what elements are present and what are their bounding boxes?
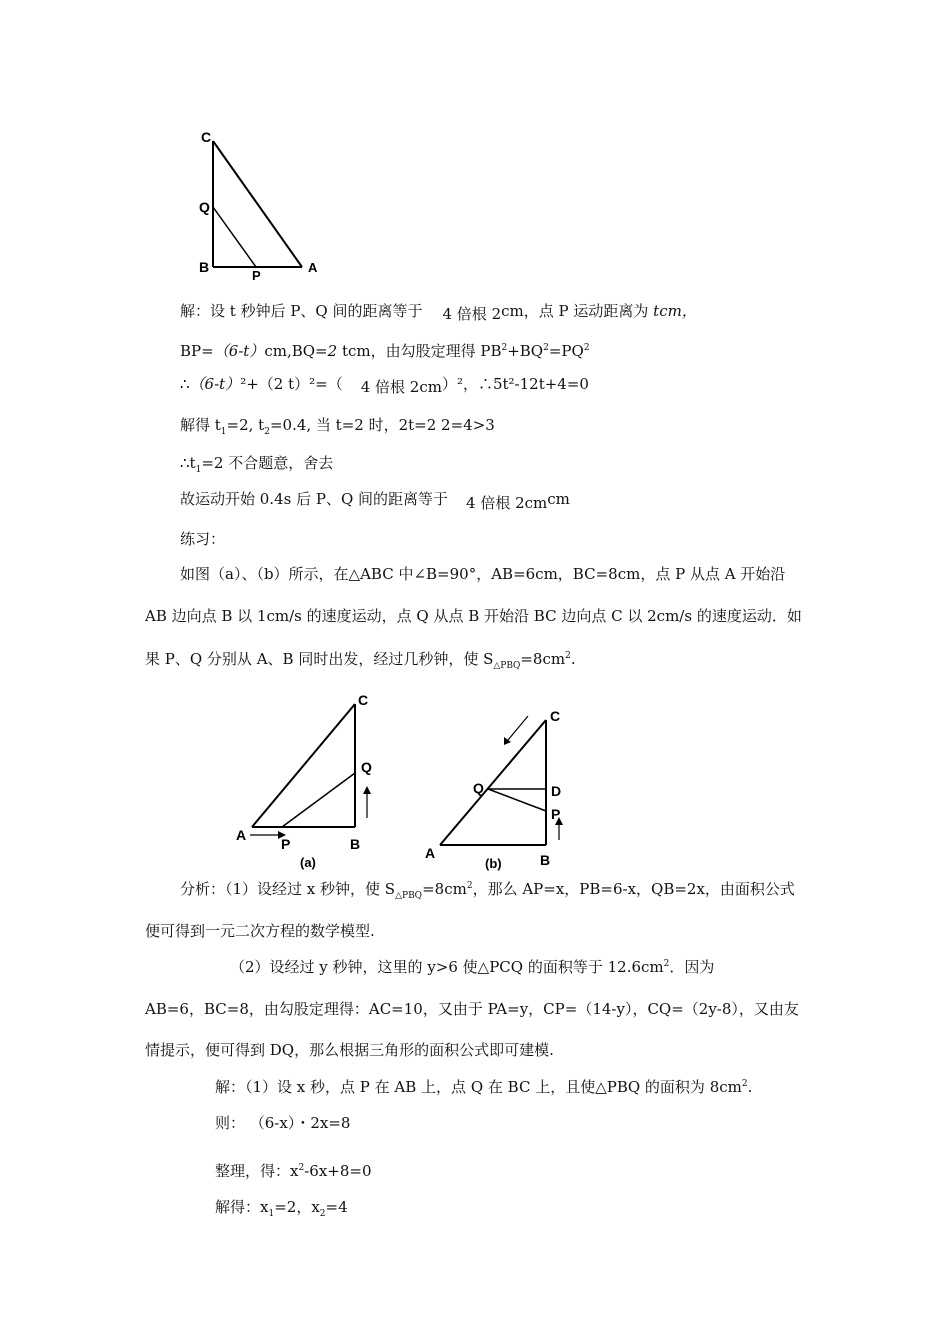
sub: 2 xyxy=(319,1209,326,1219)
solution2-line3 xyxy=(215,1162,372,1180)
text: cm，点 P 运动距离为 xyxy=(501,302,649,320)
label-b: B xyxy=(199,259,210,275)
label-q: Q xyxy=(473,780,484,796)
analysis-line1 xyxy=(180,880,795,902)
text: cm xyxy=(547,490,570,508)
text: （6-t） xyxy=(213,342,265,360)
label-c: C xyxy=(201,129,212,145)
edge-ac xyxy=(252,704,355,827)
analysis-line2: 便可得到一元二次方程的数学模型. xyxy=(145,922,375,940)
text: cm,BQ= xyxy=(264,342,328,360)
text: =2，x xyxy=(274,1198,320,1216)
text: -6x+8=0 xyxy=(304,1162,372,1180)
label-a: A xyxy=(425,845,436,861)
text: . xyxy=(747,1078,753,1096)
label-c: C xyxy=(358,692,369,708)
text: 整理，得：x xyxy=(215,1162,299,1180)
segment-pq xyxy=(282,773,355,827)
solution1-line5 xyxy=(180,454,333,476)
text: BP= xyxy=(180,342,214,360)
sub: 1 xyxy=(268,1209,275,1219)
text: 解得：x xyxy=(215,1198,269,1216)
text: 解：设 t 秒钟后 P、Q 间的距离等于 xyxy=(180,302,423,320)
label-p: P xyxy=(281,836,291,852)
text: 解得 t xyxy=(180,416,221,434)
analysis-line3 xyxy=(230,958,714,976)
label-b: B xyxy=(540,852,551,868)
sub: 2 xyxy=(264,427,270,437)
text: =0.4, 当 t=2 时，2t=2 2=4>3 xyxy=(269,416,495,434)
solution2-line4 xyxy=(215,1198,348,1220)
text: =2 不合题意，舍去 xyxy=(201,454,334,472)
formula-placeholder: 4 倍根 2 xyxy=(360,378,420,396)
sup: 2 xyxy=(583,343,590,353)
sub: △PBQ xyxy=(395,891,423,901)
text: =PQ xyxy=(548,342,584,360)
text: =2, t xyxy=(226,416,265,434)
text: 故运动开始 0.4s 后 P、Q 间的距离等于 xyxy=(180,490,449,508)
solution2-line1 xyxy=(215,1078,752,1096)
arrow-down-shaft xyxy=(508,716,528,740)
sup: 2 xyxy=(663,959,670,969)
text: tcm，由勾股定理得 PB xyxy=(341,342,502,360)
figure-a xyxy=(230,688,390,873)
text: ∴t xyxy=(180,454,196,472)
sub: 1 xyxy=(220,427,227,437)
text: ）²，∴5t²-12t+4=0 xyxy=(441,375,589,393)
text: 2 xyxy=(327,342,338,360)
sup: 2 xyxy=(741,1079,748,1089)
text: 果 P、Q 分别从 A、B 同时出发，经过几秒钟，使 S xyxy=(145,650,494,668)
sup: 2 xyxy=(543,343,549,353)
caption-a: (a) xyxy=(300,855,316,870)
sup: 2 xyxy=(466,881,473,891)
text: ．因为 xyxy=(669,958,715,976)
label-a: A xyxy=(308,260,318,275)
text: =8cm xyxy=(422,880,467,898)
text: +BQ xyxy=(507,342,544,360)
practice-heading: 练习： xyxy=(180,530,226,548)
text: 解：（1）设 x 秒，点 P 在 AB 上，点 Q 在 BC 上，且使△PBQ 的面积为 8cm xyxy=(215,1078,742,1096)
caption-b: (b) xyxy=(485,856,502,871)
segment-qp xyxy=(488,789,546,811)
solution1-line3 xyxy=(180,375,589,396)
analysis-line5: 情提示，便可得到 DQ，那么根据三角形的面积公式即可建模. xyxy=(145,1041,554,1059)
sup: 2 xyxy=(501,343,508,353)
practice-line3 xyxy=(145,650,576,672)
text: ，那么 AP=x，PB=6-x，QB=2x，由面积公式 xyxy=(472,880,795,898)
text: cm xyxy=(419,378,442,396)
sup: 2 xyxy=(298,1163,305,1173)
sub: 1 xyxy=(195,465,202,475)
text: （6-t） xyxy=(189,375,241,393)
text: =8cm xyxy=(520,650,566,668)
label-a: A xyxy=(236,827,247,843)
text: . xyxy=(570,650,576,668)
solution1-line1 xyxy=(180,302,697,323)
label-c: C xyxy=(550,708,561,724)
figure-b xyxy=(420,700,600,872)
text: ∴ xyxy=(180,375,190,393)
label-q: Q xyxy=(361,759,372,775)
formula-placeholder: 4 倍根 2 xyxy=(442,305,502,323)
edge-ca xyxy=(213,141,302,267)
text: 分析：（1）设经过 x 秒钟，使 S xyxy=(180,880,396,898)
solution1-line2 xyxy=(180,342,590,360)
label-d: D xyxy=(551,783,562,799)
text: =4 xyxy=(325,1198,348,1216)
formula-placeholder: 4 倍根 2cm xyxy=(466,494,548,512)
analysis-line4: AB=6，BC=8，由勾股定理得：AC=10，又由于 PA=y，CP=（14-y），CQ=（2y-8），又由友 xyxy=(145,1000,799,1018)
label-p: P xyxy=(551,806,561,822)
edge-ac xyxy=(440,720,546,845)
label-p: P xyxy=(252,268,261,283)
solution2-line2: 则： （6-x）・2x=8 xyxy=(215,1114,351,1132)
text: tcm， xyxy=(653,302,697,320)
sup: 2 xyxy=(565,651,571,661)
segment-qp xyxy=(213,207,256,267)
sub: △PBQ xyxy=(493,661,521,671)
figure-triangle-cba xyxy=(190,125,330,285)
practice-line1: 如图（a）、（b）所示，在△ABC 中∠B=90°，AB=6cm，BC=8cm，点 P 从点 A 开始沿 xyxy=(180,565,786,583)
practice-line2: AB 边向点 B 以 1cm/s 的速度运动，点 Q 从点 B 开始沿 BC 边向点 C 以 2cm/s 的速度运动．如 xyxy=(145,607,802,625)
text: ²+（2 t）²=（ xyxy=(240,375,343,393)
text: （2）设经过 y 秒钟，这里的 y>6 使△PCQ 的面积等于 12.6cm xyxy=(230,958,664,976)
arrow-q-head xyxy=(363,786,371,794)
label-q: Q xyxy=(199,199,210,215)
solution1-line4 xyxy=(180,416,495,438)
label-b: B xyxy=(350,836,361,852)
solution1-line6 xyxy=(180,490,570,512)
